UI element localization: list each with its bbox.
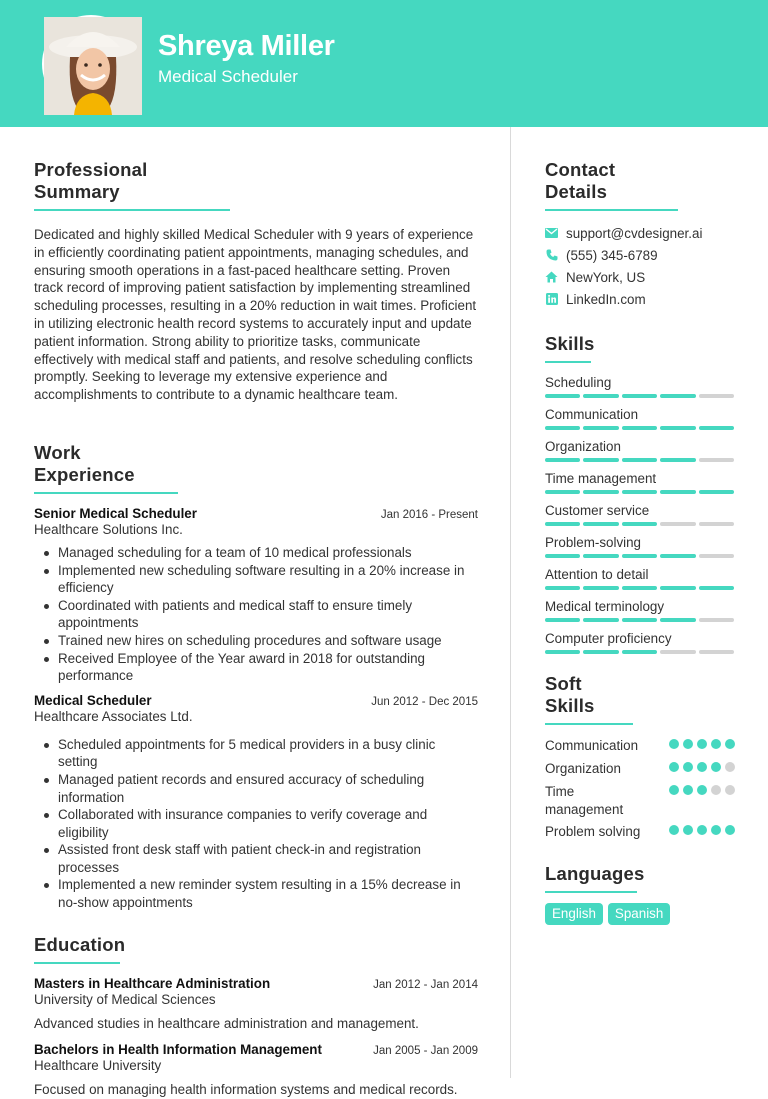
column-divider bbox=[510, 127, 511, 1078]
skill-level-segment bbox=[699, 458, 734, 462]
skill-level-segment bbox=[660, 650, 695, 654]
skill-level-segment bbox=[622, 490, 657, 494]
skill-item bbox=[545, 630, 735, 662]
skill-label: Problem-solving bbox=[545, 535, 642, 550]
contact-linkedin[interactable] bbox=[545, 288, 735, 310]
soft-skill-rating bbox=[669, 737, 735, 749]
skill-level-segment bbox=[583, 490, 618, 494]
skill-label: Attention to detail bbox=[545, 567, 649, 582]
skill-level-segment bbox=[583, 426, 618, 430]
summary-title: Professional Summary bbox=[34, 159, 230, 211]
list-item: Implemented a new reminder system resulting in a 15% decrease in no-show appointments bbox=[34, 876, 478, 911]
education-date: Jan 2012 - Jan 2014 bbox=[373, 978, 478, 991]
skill-label: Customer service bbox=[545, 503, 650, 518]
skill-level-segment bbox=[583, 394, 618, 398]
skill-level-segment bbox=[699, 490, 734, 494]
skills-section bbox=[545, 333, 735, 662]
rating-dot bbox=[697, 825, 707, 835]
skill-item bbox=[545, 598, 735, 630]
candidate-role: Medical Scheduler bbox=[158, 67, 298, 86]
job-company: Healthcare Associates Ltd. bbox=[34, 708, 193, 724]
skill-level-bar bbox=[545, 522, 734, 527]
skill-level-segment bbox=[545, 554, 580, 558]
skill-level-bar bbox=[545, 394, 734, 399]
rating-dot bbox=[683, 739, 693, 749]
education-entry bbox=[34, 976, 478, 1033]
degree-title: Masters in Healthcare Administration bbox=[34, 975, 271, 991]
list-item: Managed scheduling for a team of 10 medical professionals bbox=[34, 544, 478, 562]
education-title: Education bbox=[34, 934, 120, 964]
skill-level-segment bbox=[545, 394, 580, 398]
soft-skill-label: Organization bbox=[545, 760, 621, 776]
rating-dot bbox=[711, 825, 721, 835]
linkedin-text: LinkedIn.com bbox=[566, 291, 646, 307]
job-company: Healthcare Solutions Inc. bbox=[34, 521, 183, 537]
soft-skills-list bbox=[545, 737, 735, 841]
soft-skill-item bbox=[545, 783, 735, 818]
skill-level-segment bbox=[545, 586, 580, 590]
skill-level-segment bbox=[660, 522, 695, 526]
rating-dot bbox=[711, 762, 721, 772]
skill-level-segment bbox=[622, 618, 657, 622]
job-bullets bbox=[34, 544, 478, 685]
skill-level-segment bbox=[660, 586, 695, 590]
rating-dot bbox=[683, 762, 693, 772]
job-title: Medical Scheduler bbox=[34, 692, 152, 708]
rating-dot bbox=[683, 785, 693, 795]
skill-level-segment bbox=[545, 490, 580, 494]
main-column bbox=[34, 127, 478, 1099]
skill-level-segment bbox=[699, 522, 734, 526]
home-icon bbox=[545, 271, 558, 284]
skill-item bbox=[545, 502, 735, 534]
work-title: Work Experience bbox=[34, 442, 178, 494]
skill-label: Time management bbox=[545, 471, 657, 486]
skill-level-segment bbox=[699, 650, 734, 654]
rating-dot bbox=[683, 825, 693, 835]
education-desc: Advanced studies in healthcare administration and management. bbox=[34, 1015, 419, 1031]
rating-dot bbox=[725, 825, 735, 835]
skill-level-segment bbox=[622, 426, 657, 430]
skill-level-bar bbox=[545, 426, 734, 431]
skill-label: Communication bbox=[545, 407, 639, 422]
education-date: Jan 2005 - Jan 2009 bbox=[373, 1045, 478, 1058]
rating-dot bbox=[725, 762, 735, 772]
skill-item bbox=[545, 534, 735, 566]
skill-level-segment bbox=[660, 490, 695, 494]
list-item: Collaborated with insurance companies to verify coverage and eligibility bbox=[34, 806, 478, 841]
soft-skill-rating bbox=[669, 823, 735, 835]
job-date: Jan 2016 - Present bbox=[380, 508, 478, 521]
contact-section bbox=[545, 159, 735, 310]
skill-level-segment bbox=[699, 554, 734, 558]
skill-level-segment bbox=[660, 554, 695, 558]
skill-level-segment bbox=[545, 618, 580, 622]
skill-item bbox=[545, 470, 735, 502]
list-item: Implemented new scheduling software resulting in a 20% increase in efficiency bbox=[34, 562, 478, 597]
skill-label: Medical terminology bbox=[545, 599, 665, 614]
skill-level-segment bbox=[699, 426, 734, 430]
header-banner bbox=[0, 0, 768, 127]
skill-label: Scheduling bbox=[545, 375, 612, 390]
education-entry bbox=[34, 1042, 478, 1099]
skill-level-bar bbox=[545, 650, 734, 655]
contact-title: Contact Details bbox=[545, 159, 678, 211]
skill-level-segment bbox=[622, 650, 657, 654]
skill-level-segment bbox=[545, 522, 580, 526]
contact-phone[interactable] bbox=[545, 244, 735, 266]
skill-level-segment bbox=[545, 458, 580, 462]
skill-level-segment bbox=[660, 458, 695, 462]
skill-level-segment bbox=[622, 394, 657, 398]
soft-skill-label: Communication bbox=[545, 738, 639, 753]
rating-dot bbox=[669, 825, 679, 835]
profile-photo-illustration bbox=[44, 17, 142, 115]
education-section bbox=[34, 934, 478, 1099]
job-entry bbox=[34, 693, 478, 912]
summary-text: Dedicated and highly skilled Medical Scheduler with 9 years of experience in efficiently coordinating patient appointments, managing schedules, and ensuring smooth operations in a fast-paced healthcare setting. Proven track record of improving patient satisfaction by implementing streamlined scheduling processes, resulting in a 20% reduction in wait times. Proficient in utilizing electronic health record systems to accurately input and update patient information. Strong ability to prioritize tasks, communicate effectively with medical staff and patients, and resolve scheduling conflicts promptly. Seeking to leverage my extensive experience and accomplishments to contribute to a dynamic healthcare team. bbox=[34, 227, 477, 403]
soft-skill-item bbox=[545, 737, 735, 755]
skill-level-bar bbox=[545, 618, 734, 623]
language-tag: Spanish bbox=[608, 903, 670, 925]
rating-dot bbox=[669, 785, 679, 795]
soft-skill-rating bbox=[669, 760, 735, 772]
skill-level-segment bbox=[545, 650, 580, 654]
summary-section bbox=[34, 159, 478, 404]
list-item: Assisted front desk staff with patient check-in and registration processes bbox=[34, 841, 478, 876]
degree-title: Bachelors in Health Information Management bbox=[34, 1042, 322, 1058]
job-title: Senior Medical Scheduler bbox=[34, 505, 197, 521]
skill-level-bar bbox=[545, 554, 734, 559]
email-icon bbox=[545, 227, 558, 240]
school-name: University of Medical Sciences bbox=[34, 991, 216, 1007]
skill-label: Computer proficiency bbox=[545, 631, 672, 646]
skill-level-segment bbox=[583, 458, 618, 462]
list-item: Coordinated with patients and medical staff to ensure timely appointments bbox=[34, 597, 478, 632]
skill-level-segment bbox=[699, 394, 734, 398]
job-entry bbox=[34, 506, 478, 685]
skill-level-segment bbox=[583, 522, 618, 526]
school-name: Healthcare University bbox=[34, 1058, 162, 1074]
soft-skill-item bbox=[545, 823, 735, 841]
candidate-name: Shreya Miller bbox=[158, 30, 335, 62]
sidebar-column bbox=[545, 127, 735, 925]
skill-level-segment bbox=[622, 522, 657, 526]
skill-item bbox=[545, 566, 735, 598]
soft-skill-item bbox=[545, 760, 735, 778]
skill-level-segment bbox=[699, 618, 734, 622]
job-date: Jun 2012 - Dec 2015 bbox=[371, 695, 478, 708]
skill-item bbox=[545, 374, 735, 406]
soft-skills-title: Soft Skills bbox=[545, 673, 633, 725]
languages-title: Languages bbox=[545, 863, 637, 893]
contact-location bbox=[545, 266, 735, 288]
skill-level-bar bbox=[545, 490, 734, 495]
languages-section bbox=[545, 863, 735, 925]
rating-dot bbox=[711, 739, 721, 749]
skill-level-bar bbox=[545, 586, 734, 591]
rating-dot bbox=[725, 785, 735, 795]
work-section bbox=[34, 442, 478, 912]
skill-level-segment bbox=[622, 554, 657, 558]
skill-item bbox=[545, 406, 735, 438]
linkedin-icon bbox=[545, 293, 558, 306]
email-text: support@cvdesigner.ai bbox=[566, 225, 703, 241]
rating-dot bbox=[669, 762, 679, 772]
skill-level-segment bbox=[622, 458, 657, 462]
skill-level-segment bbox=[545, 426, 580, 430]
soft-skills-section bbox=[545, 673, 735, 841]
skill-item bbox=[545, 438, 735, 470]
location-text: NewYork, US bbox=[566, 269, 646, 285]
languages-list bbox=[545, 903, 735, 925]
phone-icon bbox=[545, 249, 558, 262]
skill-level-segment bbox=[660, 426, 695, 430]
soft-skill-rating bbox=[669, 783, 735, 795]
profile-photo bbox=[42, 15, 140, 113]
list-item: Managed patient records and ensured accuracy of scheduling information bbox=[34, 771, 478, 806]
rating-dot bbox=[725, 739, 735, 749]
skill-level-segment bbox=[583, 554, 618, 558]
rating-dot bbox=[697, 739, 707, 749]
skill-level-segment bbox=[699, 586, 734, 590]
skill-level-segment bbox=[660, 618, 695, 622]
list-item: Trained new hires on scheduling procedures and software usage bbox=[34, 632, 478, 650]
skills-title: Skills bbox=[545, 333, 591, 363]
skill-level-segment bbox=[660, 394, 695, 398]
education-desc: Focused on managing health information systems and medical records. bbox=[34, 1082, 458, 1098]
rating-dot bbox=[711, 785, 721, 795]
rating-dot bbox=[669, 739, 679, 749]
skill-level-segment bbox=[583, 586, 618, 590]
skills-list bbox=[545, 374, 735, 662]
skill-label: Organization bbox=[545, 439, 621, 454]
rating-dot bbox=[697, 785, 707, 795]
skill-level-segment bbox=[583, 618, 618, 622]
skill-level-segment bbox=[622, 586, 657, 590]
language-tag: English bbox=[545, 903, 603, 925]
list-item: Scheduled appointments for 5 medical providers in a busy clinic setting bbox=[34, 736, 478, 771]
list-item: Received Employee of the Year award in 2018 for outstanding performance bbox=[34, 650, 478, 685]
skill-level-bar bbox=[545, 458, 734, 463]
skill-level-segment bbox=[583, 650, 618, 654]
phone-text: (555) 345-6789 bbox=[566, 247, 658, 263]
rating-dot bbox=[697, 762, 707, 772]
soft-skill-label: Time management bbox=[545, 784, 624, 817]
contact-email[interactable] bbox=[545, 222, 735, 244]
job-bullets bbox=[34, 736, 478, 912]
soft-skill-label: Problem solving bbox=[545, 824, 641, 839]
